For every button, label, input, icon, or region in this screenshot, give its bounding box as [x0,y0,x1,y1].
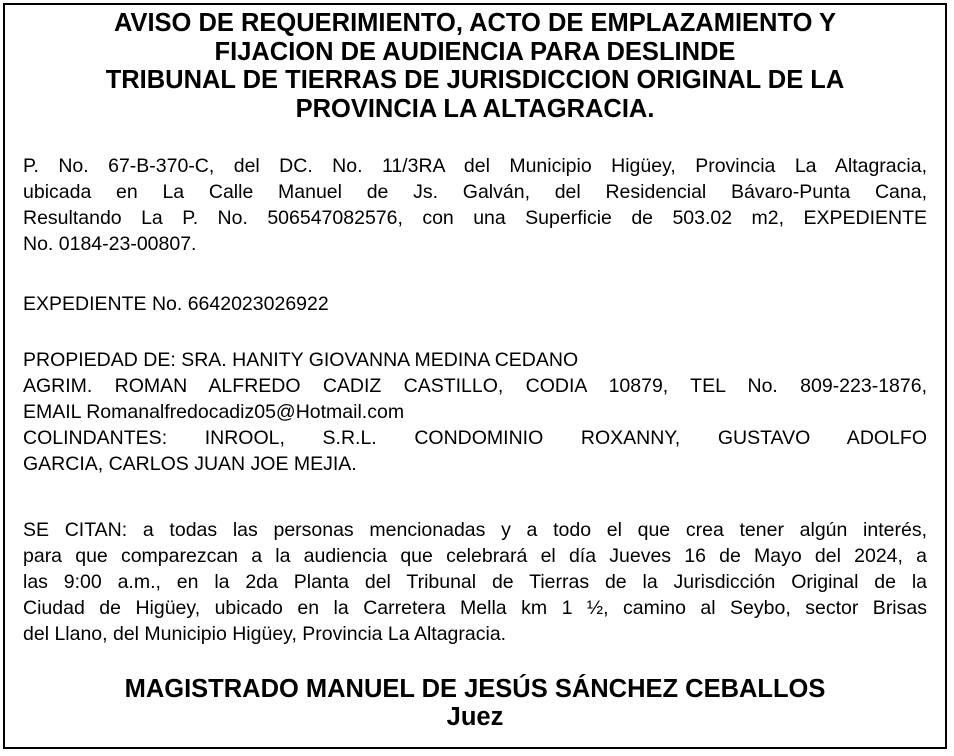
parcel-description [23,153,927,257]
citation-line: las 9:00 a.m., en la 2da Planta del Tribunal de Tierras de la Jurisdicción Original de la [23,571,927,593]
parcel-line: ubicada en La Calle Manuel de Js. Galván, del Residencial Bávaro-Punta Cana, [23,181,927,203]
parcel-line: Resultando La P. No. 506547082576, con una Superficie de 503.02 m2, EXPEDIENTE [23,207,927,229]
email-line: EMAIL Romanalfredocadiz05@Hotmail.com [23,401,405,423]
citation-line: del Llano, del Municipio Higüey, Provincia La Altagracia. [23,623,507,645]
parcel-line: P. No. 67-B-370-C, del DC. No. 11/3RA del Municipio Higüey, Provincia La Altagracia, [23,155,927,177]
neighbors-line: COLINDANTES: INROOL, S.R.L. CONDOMINIO ROXANNY, GUSTAVO ADOLFO [23,427,927,449]
expediente-number [23,291,927,317]
owner-line: PROPIEDAD DE: SRA. HANITY GIOVANNA MEDINA CEDANO [23,349,579,371]
title-line: PROVINCIA LA ALTAGRACIA. [295,94,655,123]
judge-role: Juez [446,703,504,731]
surveyor-line: AGRIM. ROMAN ALFREDO CADIZ CASTILLO, CODIA 10879, TEL No. 809-223-1876, [23,375,927,397]
notice-title [5,9,945,123]
signature-block [5,675,945,731]
citation-paragraph [23,517,927,647]
legal-notice [3,3,947,749]
parcel-line: No. 0184-23-00807. [23,233,197,255]
citation-line: SE CITAN: a todas las personas mencionadas y a todo el que crea tener algún interés, [23,519,927,541]
citation-line: Ciudad de Higüey, ubicado en la Carretera Mella km 1 ½, camino al Seybo, sector Brisas [23,597,927,619]
title-line: TRIBUNAL DE TIERRAS DE JURISDICCION ORIGINAL DE LA [105,66,845,94]
parties-section [23,347,927,477]
title-line: AVISO DE REQUERIMIENTO, ACTO DE EMPLAZAMIENTO Y [113,9,837,37]
title-line: FIJACION DE AUDIENCIA PARA DESLINDE [214,37,736,66]
citation-line: para que comparezcan a la audiencia que celebrará el día Jueves 16 de Mayo del 2024, a [23,545,927,567]
expediente-text: EXPEDIENTE No. 6642023026922 [23,293,329,315]
neighbors-line: GARCIA, CARLOS JUAN JOE MEJIA. [23,453,357,475]
judge-name: MAGISTRADO MANUEL DE JESÚS SÁNCHEZ CEBALLOS [124,675,826,703]
